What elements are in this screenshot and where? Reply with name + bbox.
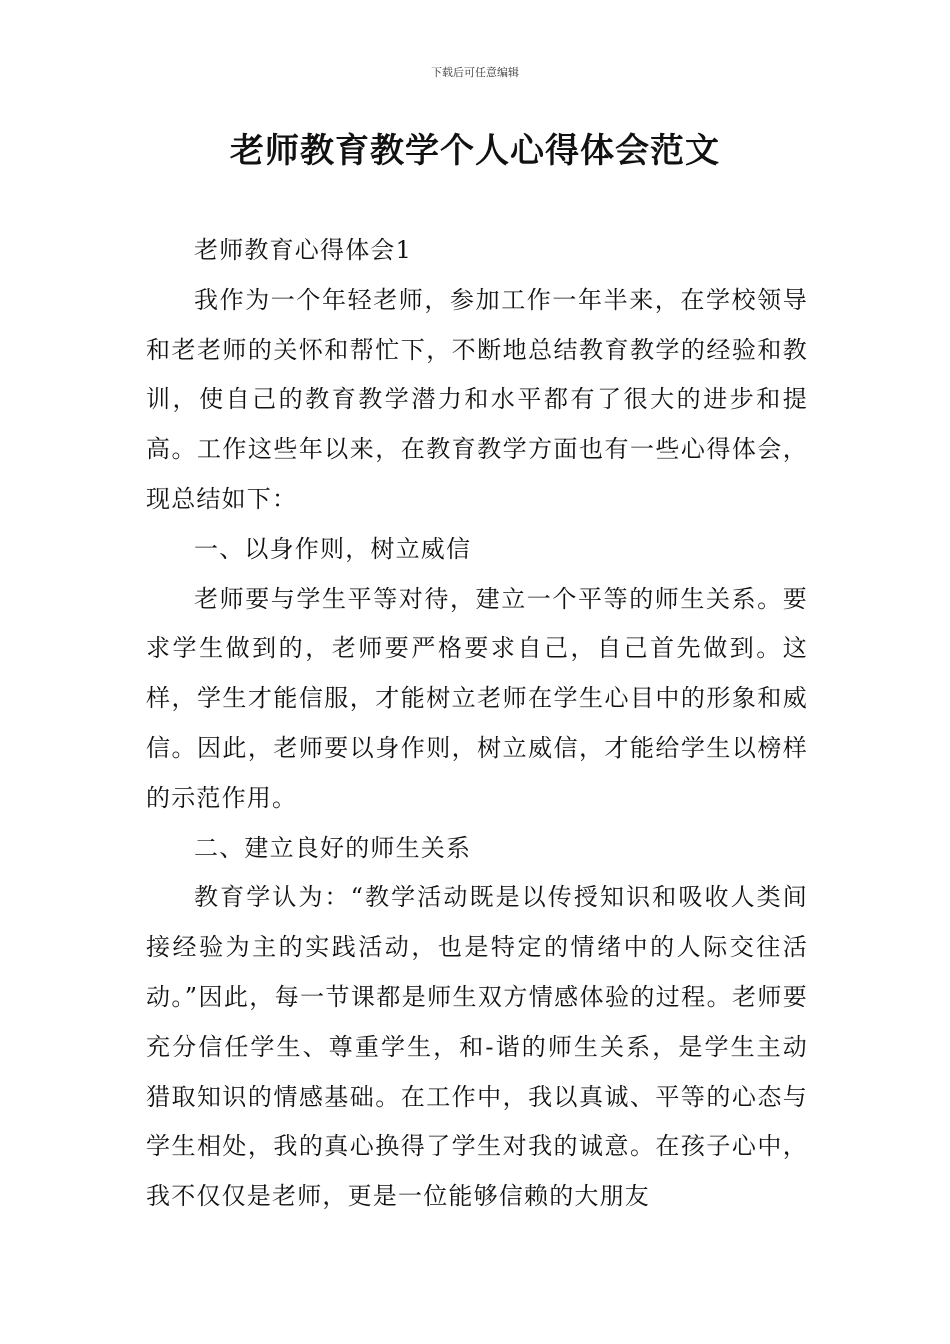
document-title: 老师教育教学个人心得体会范文 bbox=[230, 131, 720, 171]
section-heading: 一、以身作则，树立威信 bbox=[194, 534, 472, 563]
section-heading: 老师教育心得体会1 bbox=[194, 236, 413, 264]
document-body bbox=[146, 226, 808, 1222]
body-paragraph: 教育学认为：“教学活动既是以传授知识和吸收人类间接经验为主的实践活动，也是特定的情绪中的人际交往活动。”因此，每一节课都是师生双方情感体验的过程。老师要充分信任学生、尊重学生，和-谐的师生关系，是学生主动猎取知识的情感基础。在工作中，我以真诚、平等的心态与学生相处，我的真心换得了学生对我的诚意。在孩子心中，我不仅仅是老师，更是一位能够信赖的大朋友 bbox=[146, 883, 808, 1211]
header-note: 下载后可任意编辑 bbox=[431, 66, 519, 79]
body-paragraph: 我作为一个年轻老师，参加工作一年半来，在学校领导和老老师的关怀和帮忙下，不断地总结教育教学的经验和教训，使自己的教育教学潜力和水平都有了很大的进步和提高。工作这些年以来，在教育教学方面也有一些心得体会，现总结如下： bbox=[146, 285, 808, 513]
body-paragraph: 老师要与学生平等对待，建立一个平等的师生关系。要求学生做到的，老师要严格要求自己，自己首先做到。这样，学生才能信服，才能树立老师在学生心目中的形象和威信。因此，老师要以身作则，树立威信，才能给学生以榜样的示范作用。 bbox=[146, 584, 808, 812]
section-heading: 二、建立良好的师生关系 bbox=[194, 833, 472, 862]
